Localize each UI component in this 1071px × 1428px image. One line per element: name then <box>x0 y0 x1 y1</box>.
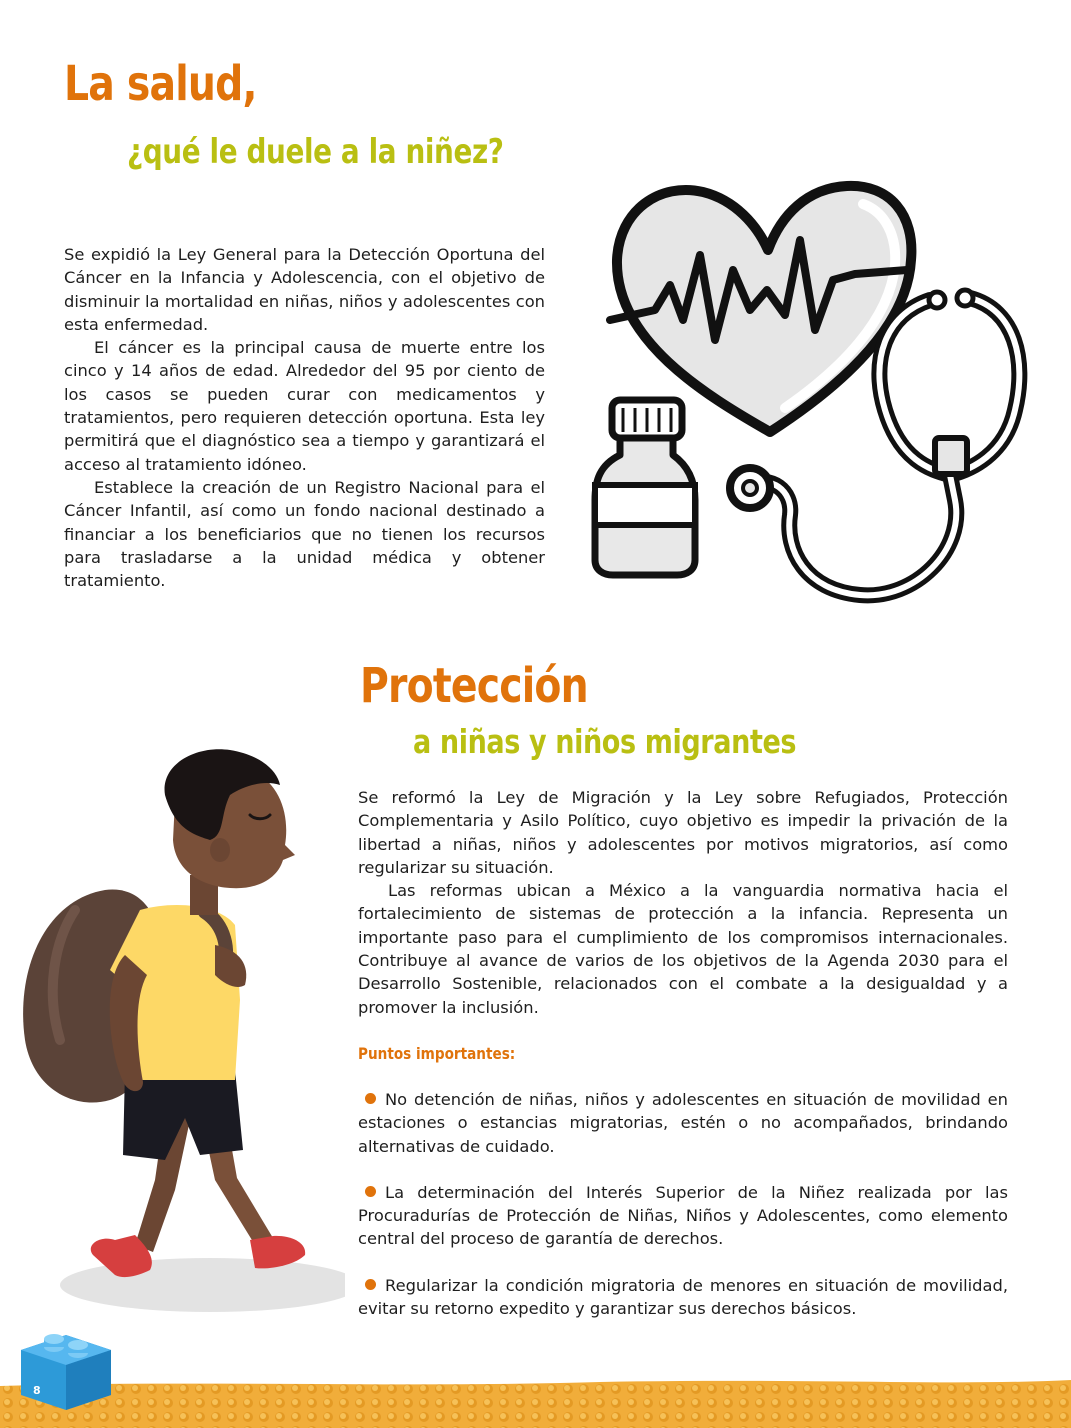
page-number: 8 <box>33 1384 41 1397</box>
heart-icon <box>610 186 911 432</box>
section1-body <box>64 243 545 592</box>
migrant-child-illustration <box>15 740 345 1320</box>
health-illustration <box>585 170 1045 625</box>
lego-brick-icon <box>16 1325 116 1413</box>
section2-paragraph: Las reformas ubican a México a la vanguardia normativa hacia el fortalecimiento de sistemas de protección a la infancia. Representa un importante paso para el cumplimiento de los compromisos internacionales. Contribuye al avance de varios de los objetivos de la Agenda 2030 para el Desarrollo Sostenible, relacionados con el combate a la desigualdad y a promover la inclusión. <box>358 881 1008 1017</box>
section1-paragraph: Establece la creación de un Registro Nacional para el Cáncer Infantil, así como un fondo nacional destinado a financiar a los beneficiarios que no tienen los recursos para trasladarse a la unidad médica y obtener tratamiento. <box>64 477 545 591</box>
section1-paragraph: El cáncer es la principal causa de muerte entre los cinco y 14 años de edad. Alrededor del 95 por ciento de los casos se pueden curar con medicamentos y tratamientos, pero requieren detección oportuna. Esta ley permitirá que el diagnóstico sea a tiempo y garantizará el acceso al tratamiento idóneo. <box>64 338 545 474</box>
section1-title: La salud, <box>64 56 257 112</box>
footer-strip <box>0 1368 1071 1428</box>
list-item: No detención de niñas, niños y adolescentes en situación de movilidad en estaciones o estancias migratorias, estén o no acompañados, brindando alternativas de cuidado. <box>358 1090 1008 1156</box>
section2-title: Protección <box>360 658 588 714</box>
medicine-bottle-icon <box>595 400 695 575</box>
bullet-icon <box>365 1279 376 1290</box>
section2-paragraph: Se reformó la Ley de Migración y la Ley sobre Refugiados, Protección Complementaria y Asilo Político, cuyo objetivo es impedir la privación de la libertad a niñas, niños y adolescentes por motivos migratorios, así como regularizar su situación. <box>358 788 1008 877</box>
bullet-icon <box>365 1093 376 1104</box>
section1-subtitle: ¿qué le duele a la niñez? <box>127 132 504 172</box>
bullet-icon <box>365 1186 376 1197</box>
section2-body <box>358 786 1008 1019</box>
list-item: Regularizar la condición migratoria de menores en situación de movilidad, evitar su retorno expedito y garantizar sus derechos básicos. <box>358 1275 1008 1319</box>
section1-paragraph: Se expidió la Ley General para la Detección Oportuna del Cáncer en la Infancia y Adolescencia, con el objetivo de disminuir la mortalidad en niñas, niños y adolescentes con esta enfermedad. <box>64 245 545 334</box>
points-title: Puntos importantes: <box>358 1044 516 1063</box>
list-item: La determinación del Interés Superior de la Niñez realizada por las Procuradurías de Protección de Niñas, Niños y Adolescentes, como elemento central del proceso de garantía de derechos. <box>358 1182 1008 1249</box>
section2-subtitle: a niñas y niños migrantes <box>413 722 797 761</box>
points-list <box>358 1088 1008 1320</box>
